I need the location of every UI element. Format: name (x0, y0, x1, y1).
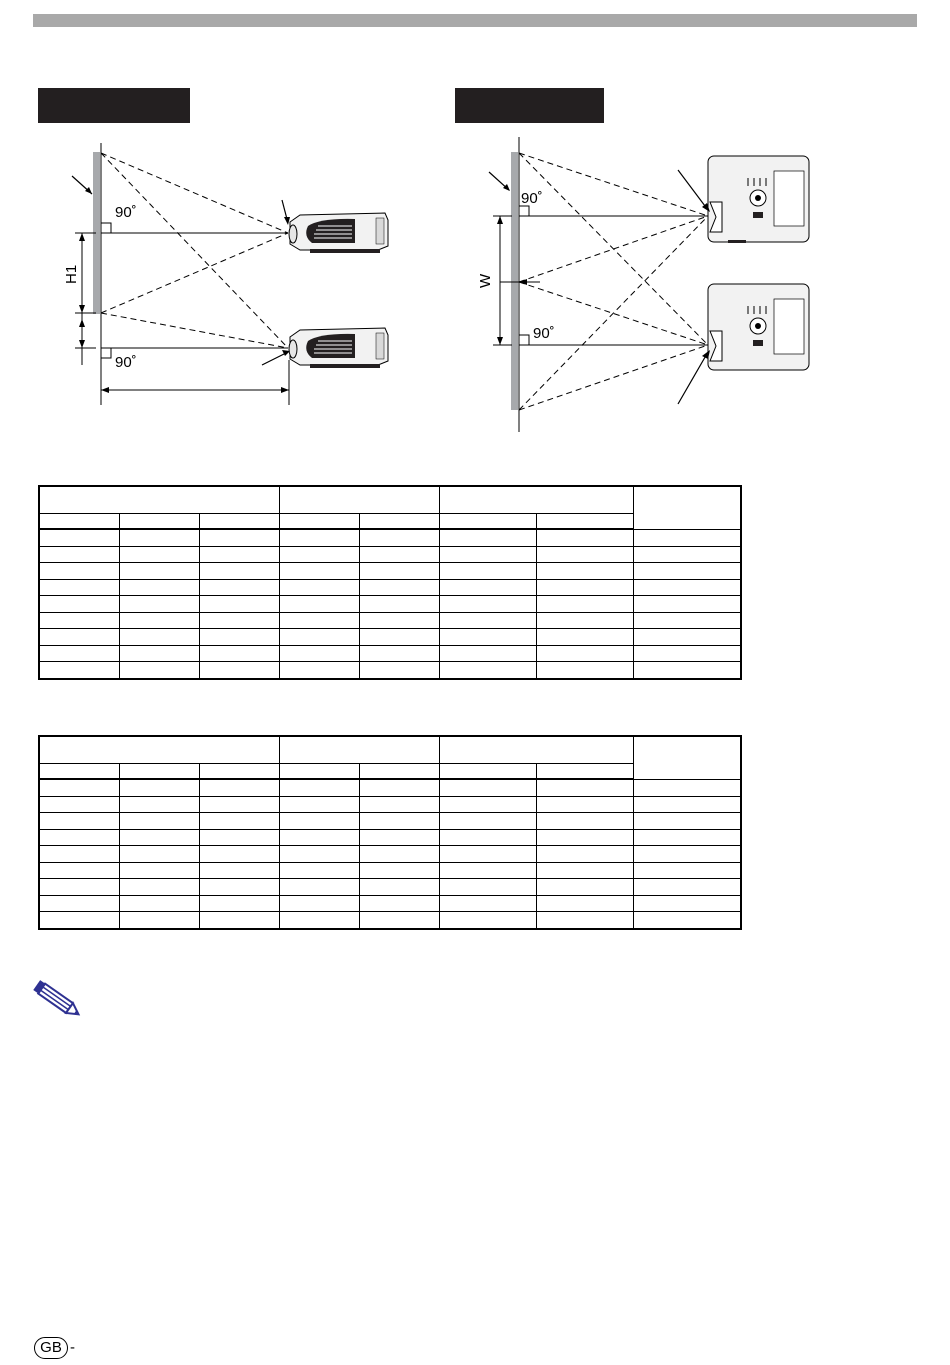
table-row (39, 612, 741, 629)
page-number-dash: - (70, 1339, 75, 1356)
dimension-w-label: W (477, 273, 494, 288)
screen (511, 152, 518, 410)
projection-table-1 (38, 485, 742, 680)
table-row (39, 829, 741, 846)
projector-top-lower (708, 284, 809, 370)
dimension-h1-label: H1 (63, 264, 80, 284)
table-row (39, 779, 741, 796)
table-row (39, 796, 741, 813)
projector-top-upper (708, 156, 809, 243)
table-row (39, 645, 741, 662)
table-row (39, 846, 741, 863)
language-badge: GB (34, 1337, 68, 1359)
table-row (39, 879, 741, 896)
table-row (39, 912, 741, 929)
table-row (39, 546, 741, 563)
table-row (39, 529, 741, 546)
angle-label-top: 90˚ (115, 204, 137, 221)
angle-label-bottom: 90˚ (115, 354, 137, 371)
note-pencil-icon (32, 980, 84, 1020)
table-row (39, 629, 741, 646)
diagram-top-view (0, 0, 950, 440)
table-row (39, 862, 741, 879)
table-row (39, 662, 741, 679)
table-row (39, 813, 741, 830)
table-row (39, 596, 741, 613)
angle-label-bottom: 90˚ (533, 325, 555, 342)
table-row (39, 895, 741, 912)
table-row (39, 579, 741, 596)
table-row (39, 563, 741, 580)
projection-table-2 (38, 735, 742, 930)
angle-label-top: 90˚ (521, 190, 543, 207)
